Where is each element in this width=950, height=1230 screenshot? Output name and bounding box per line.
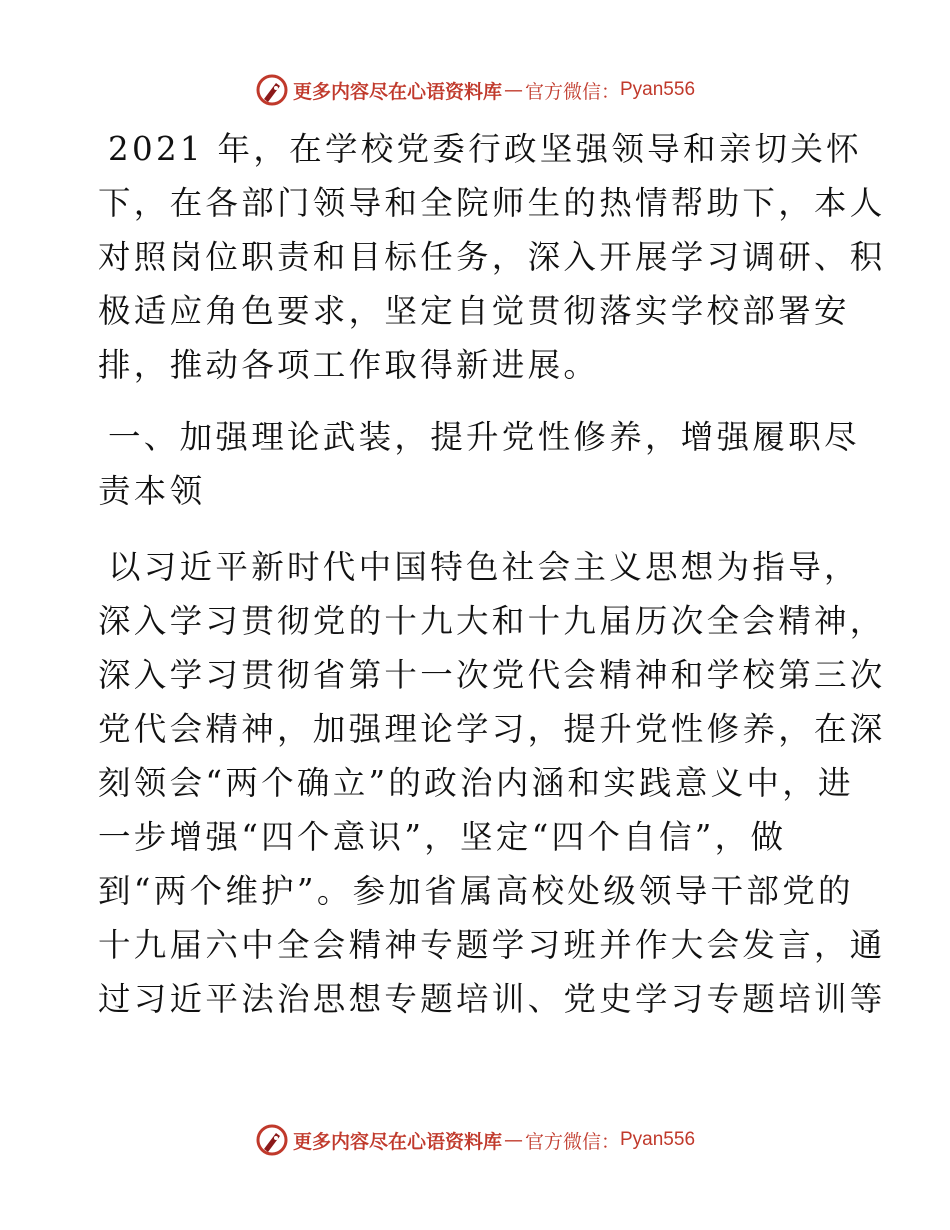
text-line: 排，推动各项工作取得新进展。	[98, 346, 600, 384]
pen-nib-logo-icon	[255, 1123, 289, 1157]
watermark-channel: 官方微信：	[524, 1130, 620, 1153]
heading-line: 责本领	[98, 472, 206, 510]
watermark-label: 更多内容尽在心语资料库	[292, 1130, 502, 1153]
text-line: 一步增强“四个意识”，坚定“四个自信”，做	[98, 818, 787, 856]
pen-nib-logo-icon	[255, 73, 289, 107]
heading-line: 一、加强理论武装，提升党性修养，增强履职尽	[108, 418, 860, 456]
header-watermark	[0, 72, 950, 108]
watermark-separator: —	[503, 79, 523, 101]
text-line: 过习近平法治思想专题培训、党史学习专题培训等	[98, 980, 886, 1018]
watermark-label: 更多内容尽在心语资料库	[292, 80, 502, 103]
paragraph-intro	[98, 122, 886, 392]
section-heading	[98, 410, 858, 518]
text-line: 刻领会“两个确立”的政治内涵和实践意义中，进	[98, 764, 854, 802]
watermark-channel: 官方微信：	[524, 80, 620, 103]
watermark-account: Pyan556	[620, 79, 696, 100]
text-line: 下，在各部门领导和全院师生的热情帮助下，本人	[98, 184, 886, 222]
text-line: 以习近平新时代中国特色社会主义思想为指导，	[108, 548, 860, 586]
text-line: 2021 年，在学校党委行政坚强领导和亲切关怀	[108, 130, 862, 168]
text-line: 党代会精神，加强理论学习，提升党性修养，在深	[98, 710, 886, 748]
paragraph-body	[98, 540, 886, 1026]
footer-watermark	[0, 1122, 950, 1158]
text-line: 十九届六中全会精神专题学习班并作大会发言，通	[98, 926, 886, 964]
document-body	[98, 122, 886, 1026]
text-line: 到“两个维护”。参加省属高校处级领导干部党的	[98, 872, 854, 910]
watermark-account: Pyan556	[620, 1129, 696, 1150]
text-line: 极适应角色要求，坚定自觉贯彻落实学校部署安	[98, 292, 850, 330]
text-line: 深入学习贯彻省第十一次党代会精神和学校第三次	[98, 656, 886, 694]
watermark-separator: —	[503, 1129, 523, 1151]
text-line: 深入学习贯彻党的十九大和十九届历次全会精神，	[98, 602, 886, 640]
text-line: 对照岗位职责和目标任务，深入开展学习调研、积	[98, 238, 886, 276]
